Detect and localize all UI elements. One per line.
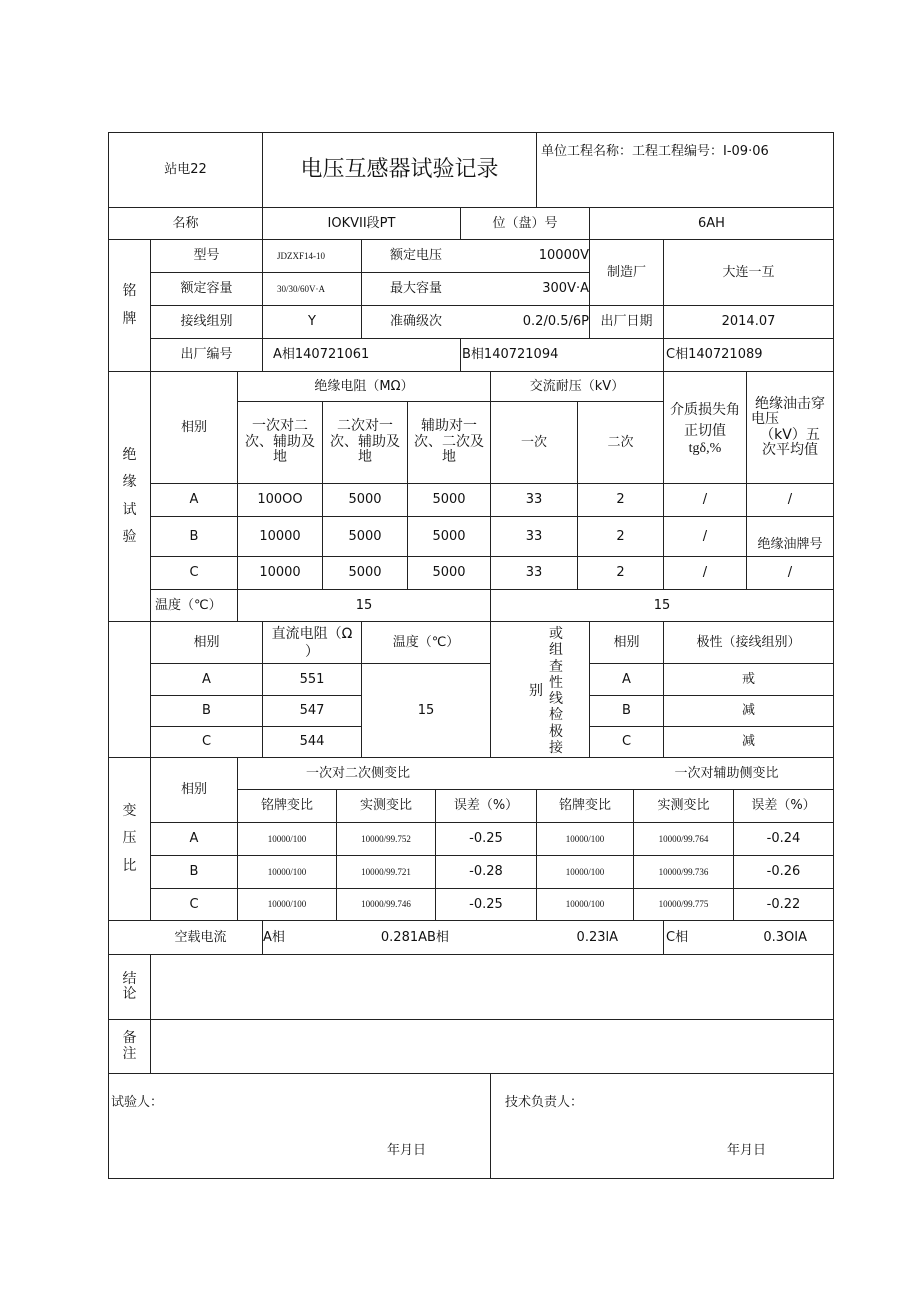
ratio-b-e1: -0.28	[469, 864, 503, 880]
tester-label: 试验人：	[111, 1095, 164, 1110]
noload-label: 空载电流	[174, 929, 227, 945]
ratio-row-c-e2	[733, 888, 834, 921]
res-col2-line3: 地	[358, 449, 372, 466]
serial-label: 出厂编号	[180, 347, 233, 363]
ins-b-r2: 5000	[348, 528, 382, 544]
ratio-measured1-label: 实测变比	[359, 798, 412, 814]
ratio-measured2-header	[633, 789, 734, 823]
polarity-char-6: 检	[549, 707, 563, 724]
ins-temp-right: 15	[653, 597, 671, 613]
ins-a-r1: 100OO	[257, 492, 303, 508]
dc-row-b-phase	[150, 695, 263, 727]
rated-voltage-label: 额定电压	[390, 248, 443, 264]
ratio-row-c-e1	[435, 888, 537, 921]
ins-a-r3: 5000	[432, 492, 466, 508]
manufacturer-value: 大连一互	[722, 264, 775, 280]
ratio-row-a-e1	[435, 822, 537, 856]
ratio-c-n1: 10000/100	[267, 899, 307, 910]
ratio-error2-header	[733, 789, 834, 823]
ins-row-a-oil	[746, 483, 834, 517]
polarity-char-8: 接	[549, 740, 563, 757]
ins-row-b-phase	[150, 516, 238, 557]
ins-row-c-p	[490, 556, 578, 590]
position-value-cell	[589, 207, 834, 240]
tester-date: 年月日	[387, 1143, 427, 1158]
noload-a-cell	[262, 920, 664, 955]
manufacturer-label: 制造厂	[606, 264, 646, 280]
ins-temp-label: 温度（℃）	[155, 597, 222, 613]
project-cell	[536, 132, 834, 208]
ratio-nameplate1-header	[237, 789, 337, 823]
ins-c-loss: /	[702, 565, 708, 581]
dc-row-a-value	[262, 663, 362, 696]
ins-row-c-r3	[407, 556, 491, 590]
ins-row-a-loss	[663, 483, 747, 517]
name-label: 名称	[172, 215, 199, 231]
res-col3-line3: 地	[442, 449, 456, 466]
dc-row-a-phase	[150, 663, 263, 696]
tech-signature-cell	[490, 1073, 834, 1179]
ins-row-a-phase	[150, 483, 238, 517]
ratio-nameplate2-header	[536, 789, 634, 823]
serial-a: A相140721061	[273, 347, 370, 363]
date-label-cell	[589, 305, 664, 339]
pol-a-phase: A	[622, 671, 631, 687]
ratio-row-a-n2	[536, 822, 634, 856]
pol-row-c-phase	[589, 726, 664, 758]
ins-a-loss: /	[702, 492, 708, 508]
serial-a-cell	[262, 338, 461, 372]
ins-row-a-p	[490, 483, 578, 517]
ratio-error1-label: 误差（%）	[453, 798, 519, 814]
ins-row-b-r3	[407, 516, 491, 557]
ratio-error2-label: 误差（%）	[751, 798, 816, 814]
res-col3-header	[407, 401, 491, 484]
pol-a-value: 戒	[741, 671, 755, 687]
ratio-group1-header	[237, 757, 537, 790]
withstand-secondary-header	[577, 401, 664, 484]
name-value-cell	[262, 207, 461, 240]
station-cell	[108, 132, 263, 208]
polarity-char-1: 或	[549, 626, 563, 642]
ins-row-c-phase	[150, 556, 238, 590]
ins-row-a-r3	[407, 483, 491, 517]
serial-b-cell	[460, 338, 664, 372]
conclusion-content	[150, 954, 834, 1020]
manufacturer-value-cell	[663, 239, 834, 306]
ins-c-r3: 5000	[432, 565, 466, 581]
ins-row-b-p	[490, 516, 578, 557]
model-label: 型号	[193, 248, 220, 264]
remarks-label-cell	[108, 1019, 151, 1074]
dc-temp-value-cell	[361, 663, 491, 758]
dc-row-b-value	[262, 695, 362, 727]
rated-capacity-value-cell	[262, 272, 362, 306]
dc-phase-header	[150, 621, 263, 664]
polarity-char-5: 线	[549, 691, 563, 708]
max-capacity-label: 最大容量	[390, 281, 443, 297]
serial-b: B相140721094	[462, 347, 559, 363]
remarks-content	[150, 1019, 834, 1074]
dc-resistance-header-line1: 直流电阻（Ω	[271, 626, 353, 642]
ins-c-oil: /	[787, 565, 793, 581]
oil-brand-label: 绝缘油牌号	[757, 537, 823, 553]
ratio-a-m1: 10000/99.752	[361, 833, 411, 844]
ratio-row-b-e1	[435, 855, 537, 889]
polarity-vertical-label	[549, 626, 563, 756]
polarity-side-char: 别	[529, 683, 543, 699]
remarks-char-1: 备	[122, 1030, 137, 1047]
loss-header-text: 介质损失角正切值	[670, 401, 740, 439]
insulation-char-4: 验	[122, 528, 137, 545]
pol-row-b-value	[663, 695, 834, 727]
ins-a-oil: /	[787, 492, 793, 508]
ins-temp-label-cell	[150, 589, 238, 622]
ins-row-c-r1	[237, 556, 323, 590]
pol-row-b-phase	[589, 695, 664, 727]
wiring-label: 接线组别	[180, 314, 233, 330]
ratio-phase-label: 相别	[180, 782, 207, 798]
dc-blank-label	[108, 621, 151, 758]
ins-a-phase: A	[189, 492, 199, 508]
ratio-a-phase: A	[189, 831, 199, 847]
rated-capacity-value: 30/30/60V·A	[277, 283, 325, 294]
ratio-group1-text: 一次对二次侧变比	[306, 765, 411, 781]
ratio-c-phase: C	[189, 896, 199, 912]
ratio-a-e2: -0.24	[766, 831, 801, 847]
polarity-phase-label: 相别	[613, 634, 640, 650]
page-title-text: 电压互感器试验记录	[300, 157, 499, 183]
insulation-char-1: 绝	[122, 446, 137, 463]
model-value: JDZXF14-10	[277, 250, 326, 261]
ins-b-loss: /	[702, 528, 708, 544]
max-capacity-cell	[361, 272, 590, 306]
noload-c-label: C相	[666, 929, 689, 945]
ratio-b-phase: B	[189, 864, 199, 880]
ins-b-s: 2	[616, 528, 625, 544]
conclusion-char-1: 结	[122, 970, 137, 987]
dc-row-c-value	[262, 726, 362, 758]
ins-row-a-s	[577, 483, 664, 517]
insulation-phase-header	[150, 371, 238, 484]
position-value: 6AH	[698, 215, 725, 231]
ins-c-r2: 5000	[348, 565, 382, 581]
oil-header-line1: 绝缘油击穿	[755, 395, 825, 412]
tech-label: 技术负责人：	[505, 1095, 584, 1110]
ins-b-r1: 10000	[259, 528, 301, 544]
noload-label-cell	[108, 920, 263, 955]
rated-capacity-label: 额定容量	[180, 281, 233, 297]
date-value: 2014.07	[721, 314, 776, 330]
ratio-row-a-e2	[733, 822, 834, 856]
ins-temp-right-cell	[490, 589, 834, 622]
ratio-row-b-e2	[733, 855, 834, 889]
withstand-secondary-label: 二次	[607, 434, 634, 450]
dc-temp-header-text: 温度（℃）	[392, 634, 460, 650]
ratio-c-n2: 10000/100	[565, 899, 605, 910]
ins-row-c-r2	[322, 556, 408, 590]
rated-voltage-value: 10000V	[538, 248, 589, 264]
ratio-char-2: 压	[122, 830, 137, 847]
ratio-row-b-n1	[237, 855, 337, 889]
res-col1-line2: 次、辅助及	[245, 433, 315, 450]
ratio-row-c-n1	[237, 888, 337, 921]
ins-row-b-r2	[322, 516, 408, 557]
model-label-cell	[150, 239, 263, 273]
res-col2-line1: 二次对一	[337, 418, 393, 435]
nameplate-section-label	[108, 239, 151, 372]
ins-a-s: 2	[616, 492, 625, 508]
ratio-a-e1: -0.25	[469, 831, 503, 847]
ratio-nameplate2-label: 铭牌变比	[558, 798, 611, 814]
ins-b-r3: 5000	[432, 528, 466, 544]
ratio-phase-header	[150, 757, 238, 823]
ins-row-b-loss	[663, 516, 747, 557]
ins-c-p: 33	[525, 565, 543, 581]
res-col1-line1: 一次对二	[252, 418, 308, 435]
ins-a-r2: 5000	[348, 492, 382, 508]
nameplate-char-2: 牌	[122, 310, 137, 327]
noload-a-value: 0.281AB相	[380, 929, 449, 945]
withstand-primary-header	[490, 401, 578, 484]
ins-row-c-oil	[746, 556, 834, 590]
ratio-row-b-phase	[150, 855, 238, 889]
nameplate-char-1: 铭	[122, 283, 137, 300]
dc-row-c-phase	[150, 726, 263, 758]
remarks-char-2: 注	[122, 1045, 137, 1062]
ins-row-a-r2	[322, 483, 408, 517]
ins-b-p: 33	[525, 528, 543, 544]
polarity-char-3: 查	[549, 658, 563, 675]
res-col2-line2: 次、辅助及	[330, 433, 400, 450]
conclusion-char-2: 论	[122, 986, 137, 1002]
ratio-nameplate1-label: 铭牌变比	[260, 798, 313, 814]
dc-b-phase: B	[202, 703, 211, 719]
ratio-a-m2: 10000/99.764	[658, 833, 709, 844]
ratio-measured1-header	[336, 789, 436, 823]
serial-c-cell	[663, 338, 834, 372]
insulation-char-2: 缘	[122, 474, 137, 491]
dc-a-phase: A	[202, 671, 211, 687]
withstand-primary-label: 一次	[520, 434, 547, 450]
ratio-c-m1: 10000/99.746	[361, 899, 411, 910]
ratio-row-a-n1	[237, 822, 337, 856]
ins-a-p: 33	[525, 492, 543, 508]
accuracy-cell	[361, 305, 590, 339]
ratio-b-n2: 10000/100	[565, 866, 605, 877]
wiring-label-cell	[150, 305, 263, 339]
ratio-group2-text: 一次对辅助侧变比	[674, 765, 779, 781]
accuracy-value: 0.2/0.5/6P	[522, 314, 589, 330]
pol-c-value: 减	[741, 734, 755, 750]
station-label: 站电22	[164, 162, 207, 178]
page-title	[262, 132, 537, 208]
ins-row-b-r1	[237, 516, 323, 557]
wiring-value: Y	[308, 314, 316, 330]
dc-resistance-header	[262, 621, 362, 664]
position-label-cell	[460, 207, 590, 240]
name-label-cell	[108, 207, 263, 240]
insulation-phase-label: 相别	[180, 419, 207, 435]
dc-c-value: 544	[299, 734, 325, 750]
dc-temp-header	[361, 621, 491, 664]
noload-b-value: 0.23lA	[576, 929, 618, 945]
polarity-phase-header	[589, 621, 664, 664]
dc-phase-label: 相别	[193, 634, 220, 650]
res-col1-header	[237, 401, 323, 484]
ratio-row-b-m1	[336, 855, 436, 889]
ratio-row-a-m2	[633, 822, 734, 856]
ratio-row-b-m2	[633, 855, 734, 889]
oil-header-line4: 次平均值	[762, 441, 818, 458]
res-col3-line2: 次、二次及	[414, 433, 484, 450]
ratio-c-e1: -0.25	[469, 896, 503, 912]
ins-row-c-loss	[663, 556, 747, 590]
oil-header	[746, 371, 834, 484]
ratio-char-1: 变	[122, 803, 137, 820]
ratio-measured2-label: 实测变比	[657, 798, 710, 814]
dc-c-phase: C	[201, 734, 212, 750]
ins-row-b-s	[577, 516, 664, 557]
ins-row-c-s	[577, 556, 664, 590]
wiring-value-cell	[262, 305, 362, 339]
ins-b-phase: B	[189, 528, 199, 544]
serial-label-cell	[150, 338, 263, 372]
polarity-vertical-cell	[490, 621, 590, 758]
loss-unit: tgδ,%	[688, 440, 722, 456]
ratio-row-a-phase	[150, 822, 238, 856]
dc-resistance-header-line2: ）	[305, 643, 319, 660]
ins-c-s: 2	[616, 565, 625, 581]
conclusion-label-cell	[108, 954, 151, 1020]
ratio-b-m1: 10000/99.721	[361, 866, 411, 877]
pol-b-phase: B	[622, 703, 631, 719]
noload-a-label: A相	[263, 929, 285, 945]
ins-temp-left: 15	[355, 597, 373, 613]
oil-header-line3: （kV）五	[760, 426, 820, 443]
polarity-header	[663, 621, 834, 664]
resistance-header	[237, 371, 491, 402]
polarity-char-2: 组	[549, 642, 563, 659]
noload-c-cell	[663, 920, 834, 955]
pol-row-c-value	[663, 726, 834, 758]
ratio-section-label	[108, 757, 151, 921]
withstand-header-text: 交流耐压（kV）	[529, 378, 625, 394]
tech-date: 年月日	[727, 1143, 767, 1158]
position-label: 位（盘）号	[492, 215, 558, 231]
pol-row-a-value	[663, 663, 834, 696]
ratio-row-c-phase	[150, 888, 238, 921]
pol-b-value: 减	[741, 703, 755, 719]
max-capacity-value: 300V·A	[542, 281, 589, 297]
ins-row-a-r1	[237, 483, 323, 517]
insulation-char-3: 试	[122, 501, 137, 518]
oil-header-line2: 电压	[751, 411, 779, 428]
pol-row-a-phase	[589, 663, 664, 696]
ratio-error1-header	[435, 789, 537, 823]
polarity-header-text: 极性（接线组别）	[696, 634, 801, 650]
ratio-c-e2: -0.22	[766, 896, 801, 912]
withstand-header	[490, 371, 664, 402]
ratio-a-n2: 10000/100	[565, 833, 605, 844]
dc-a-value: 551	[299, 671, 325, 687]
pol-c-phase: C	[621, 734, 632, 750]
res-col3-line1: 辅助对一	[421, 418, 477, 435]
ratio-group2-header	[536, 757, 834, 790]
noload-c-value: 0.3OIA	[763, 929, 807, 945]
manufacturer-label-cell	[589, 239, 664, 306]
resistance-header-text: 绝缘电阻（MΩ）	[314, 378, 414, 394]
accuracy-label: 准确级次	[390, 314, 443, 330]
ratio-row-c-n2	[536, 888, 634, 921]
date-label: 出厂日期	[600, 314, 653, 330]
ratio-row-c-m2	[633, 888, 734, 921]
polarity-char-7: 极	[549, 723, 563, 740]
ratio-row-c-m1	[336, 888, 436, 921]
tester-signature-cell	[108, 1073, 491, 1179]
name-value: IOKVII段PT	[327, 215, 396, 231]
ratio-row-a-m1	[336, 822, 436, 856]
rated-voltage-cell	[361, 239, 590, 273]
res-col2-header	[322, 401, 408, 484]
project-label: 单位工程名称：工程工程编号：I-09·06	[541, 144, 769, 159]
rated-capacity-label-cell	[150, 272, 263, 306]
dc-temp-value: 15	[417, 702, 435, 718]
ratio-char-3: 比	[122, 857, 137, 874]
polarity-char-4: 性	[549, 674, 563, 691]
dc-b-value: 547	[299, 703, 325, 719]
ins-c-r1: 10000	[259, 565, 301, 581]
loss-header	[663, 371, 747, 484]
ins-c-phase: C	[189, 565, 199, 581]
res-col1-line3: 地	[273, 449, 287, 466]
ratio-a-n1: 10000/100	[267, 833, 307, 844]
ins-temp-left-cell	[237, 589, 491, 622]
insulation-section-label	[108, 371, 151, 622]
serial-c: C相140721089	[666, 347, 763, 363]
ratio-b-m2: 10000/99.736	[658, 866, 709, 877]
ratio-c-m2: 10000/99.775	[658, 899, 709, 910]
date-value-cell	[663, 305, 834, 339]
ratio-b-n1: 10000/100	[267, 866, 307, 877]
model-value-cell	[262, 239, 362, 273]
ratio-b-e2: -0.26	[766, 864, 801, 880]
ratio-row-b-n2	[536, 855, 634, 889]
oil-brand-cell	[746, 516, 834, 557]
